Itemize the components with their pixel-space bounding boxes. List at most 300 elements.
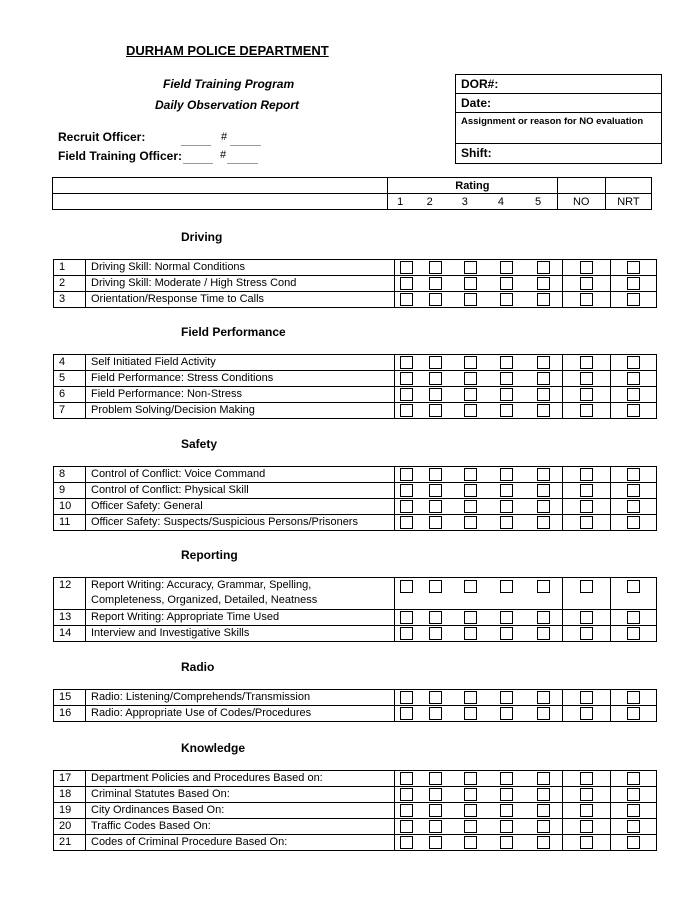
rating-cell [488,483,525,499]
rating-cell [488,403,525,419]
rating-cell [453,292,488,308]
rating-col-5: 5 [520,194,558,210]
section-table [53,689,657,722]
table-row [54,483,657,499]
rating-checkbox[interactable] [537,468,550,481]
rating-checkbox[interactable] [627,388,640,401]
table-row [54,819,657,835]
rating-cell [488,610,525,626]
rating-checkbox[interactable] [627,788,640,801]
rating-cell [525,499,563,515]
rating-checkbox[interactable] [500,277,513,290]
rating-checkbox[interactable] [400,707,413,720]
rating-cell [488,276,525,292]
rating-checkbox[interactable] [464,484,477,497]
rating-checkbox[interactable] [627,820,640,833]
rating-cell [453,626,488,642]
table-row [54,276,657,292]
fto-hash: # [220,149,227,161]
recruit-number-field[interactable] [230,131,261,146]
rating-cell [418,403,453,419]
rating-cell [418,835,453,851]
section-title: Field Performance [181,325,286,339]
rating-checkbox[interactable] [627,516,640,529]
rating-cell [418,292,453,308]
rating-checkbox[interactable] [500,788,513,801]
rating-checkbox[interactable] [464,580,477,593]
rating-checkbox[interactable] [627,468,640,481]
rating-cell [563,371,611,387]
table-row [54,403,657,419]
rating-cell [563,515,611,531]
rating-checkbox[interactable] [400,836,413,849]
rating-checkbox[interactable] [537,388,550,401]
fto-number-field[interactable] [227,149,258,164]
item-number: 2 [54,276,86,292]
recruit-officer-label: Recruit Officer: [58,130,146,144]
rating-cell [395,387,419,403]
rating-checkbox[interactable] [580,261,593,274]
rating-checkbox[interactable] [429,580,442,593]
rating-cell [395,610,419,626]
rating-cell [488,499,525,515]
rating-checkbox[interactable] [500,611,513,624]
rating-checkbox[interactable] [400,261,413,274]
rating-checkbox[interactable] [429,277,442,290]
rating-checkbox[interactable] [429,611,442,624]
rating-col-1: 1 [388,194,413,210]
rating-cell [488,467,525,483]
rating-cell [563,276,611,292]
rating-checkbox[interactable] [464,500,477,513]
rating-cell [488,515,525,531]
rating-checkbox[interactable] [400,404,413,417]
rating-checkbox[interactable] [464,804,477,817]
rating-checkbox[interactable] [500,707,513,720]
rating-checkbox[interactable] [500,388,513,401]
rating-cell [395,276,419,292]
rating-cell [563,260,611,276]
rating-checkbox[interactable] [429,388,442,401]
rating-checkbox[interactable] [580,516,593,529]
rating-checkbox[interactable] [580,293,593,306]
rating-checkbox[interactable] [580,404,593,417]
rating-cell [488,292,525,308]
rating-checkbox[interactable] [464,293,477,306]
rating-cell [453,771,488,787]
rating-checkbox[interactable] [464,691,477,704]
rating-checkbox[interactable] [400,820,413,833]
section-title: Knowledge [181,741,246,755]
rating-cell [395,403,419,419]
rating-checkbox[interactable] [500,772,513,785]
rating-checkbox[interactable] [400,277,413,290]
rating-cell [453,819,488,835]
rating-cell [395,787,419,803]
table-row [54,787,657,803]
rating-cell [525,578,563,610]
shift-field[interactable]: Shift: [461,146,492,160]
rating-checkbox[interactable] [580,484,593,497]
rating-checkbox[interactable] [429,627,442,640]
rating-cell [563,499,611,515]
item-label: Self Initiated Field Activity [86,355,395,371]
item-label: Codes of Criminal Procedure Based On: [86,835,395,851]
rating-checkbox[interactable] [627,484,640,497]
rating-checkbox[interactable] [537,580,550,593]
rating-checkbox[interactable] [537,836,550,849]
rating-checkbox[interactable] [400,484,413,497]
rating-cell [395,371,419,387]
rating-cell [525,292,563,308]
rating-cell [611,706,657,722]
rating-checkbox[interactable] [400,372,413,385]
rating-cell [563,403,611,419]
rating-cell [395,626,419,642]
rating-checkbox[interactable] [627,580,640,593]
rating-checkbox[interactable] [429,804,442,817]
rating-checkbox[interactable] [464,388,477,401]
rating-cell [611,787,657,803]
rating-checkbox[interactable] [537,611,550,624]
rating-checkbox[interactable] [627,772,640,785]
rating-cell [418,260,453,276]
rating-checkbox[interactable] [537,772,550,785]
rating-header-table [52,177,652,210]
rating-checkbox[interactable] [400,516,413,529]
rating-checkbox[interactable] [537,404,550,417]
rating-checkbox[interactable] [500,500,513,513]
rating-checkbox[interactable] [400,691,413,704]
rating-checkbox[interactable] [429,484,442,497]
rating-cell [453,578,488,610]
rating-checkbox[interactable] [580,500,593,513]
rating-cell [418,787,453,803]
rating-checkbox[interactable] [464,611,477,624]
rating-checkbox[interactable] [429,468,442,481]
rating-checkbox[interactable] [464,468,477,481]
rating-checkbox[interactable] [627,500,640,513]
rating-checkbox[interactable] [500,691,513,704]
rating-checkbox[interactable] [537,372,550,385]
rating-checkbox[interactable] [627,293,640,306]
rating-checkbox[interactable] [580,580,593,593]
rating-checkbox[interactable] [537,691,550,704]
item-number: 19 [54,803,86,819]
rating-checkbox[interactable] [500,261,513,274]
rating-checkbox[interactable] [400,468,413,481]
rating-checkbox[interactable] [580,836,593,849]
item-label: Driving Skill: Normal Conditions [86,260,395,276]
rating-cell [525,771,563,787]
rating-cell [453,787,488,803]
rating-checkbox[interactable] [429,372,442,385]
rating-checkbox[interactable] [500,356,513,369]
rating-cell [611,403,657,419]
rating-cell [418,771,453,787]
rating-checkbox[interactable] [400,500,413,513]
rating-cell [418,690,453,706]
item-number: 15 [54,690,86,706]
table-row [54,706,657,722]
rating-checkbox[interactable] [500,404,513,417]
rating-col-4: 4 [482,194,519,210]
rating-cell [611,355,657,371]
rating-cell [563,690,611,706]
rating-checkbox[interactable] [627,627,640,640]
rating-cell [418,819,453,835]
item-label: Officer Safety: General [86,499,395,515]
rating-cell [418,467,453,483]
rating-checkbox[interactable] [500,820,513,833]
rating-checkbox[interactable] [429,293,442,306]
item-label: Report Writing: Appropriate Time Used [86,610,395,626]
section-table [53,354,657,419]
rating-checkbox[interactable] [429,356,442,369]
item-number: 5 [54,371,86,387]
rating-cell [563,626,611,642]
rating-checkbox[interactable] [580,356,593,369]
table-row [54,626,657,642]
rating-checkbox[interactable] [464,772,477,785]
rating-checkbox[interactable] [537,500,550,513]
rating-checkbox[interactable] [580,772,593,785]
rating-checkbox[interactable] [464,356,477,369]
rating-checkbox[interactable] [500,468,513,481]
rating-checkbox[interactable] [627,277,640,290]
rating-checkbox[interactable] [464,627,477,640]
item-number: 11 [54,515,86,531]
item-label: Department Policies and Procedures Based on: [86,771,395,787]
rating-cell [395,467,419,483]
rating-cell [611,819,657,835]
rating-checkbox[interactable] [537,484,550,497]
rating-cell [563,835,611,851]
rating-checkbox[interactable] [537,293,550,306]
rating-cell [488,387,525,403]
rating-cell [488,355,525,371]
rating-checkbox[interactable] [429,707,442,720]
rating-checkbox[interactable] [627,356,640,369]
item-label [86,578,395,610]
rating-checkbox[interactable] [627,691,640,704]
rating-cell [525,835,563,851]
rating-checkbox[interactable] [500,516,513,529]
rating-cell [418,355,453,371]
table-row [54,690,657,706]
rating-checkbox[interactable] [464,516,477,529]
rating-cell [488,626,525,642]
rating-cell [418,515,453,531]
rating-col-no: NO [557,194,605,210]
item-number: 16 [54,706,86,722]
rating-checkbox[interactable] [580,611,593,624]
rating-cell [453,835,488,851]
rating-cell [525,483,563,499]
section-table [53,770,657,851]
rating-header-blank [53,178,388,194]
rating-checkbox[interactable] [580,372,593,385]
rating-checkbox[interactable] [400,580,413,593]
rating-cell [563,803,611,819]
table-row [54,499,657,515]
item-label: Interview and Investigative Skills [86,626,395,642]
rating-cell [563,578,611,610]
table-row [54,515,657,531]
rating-checkbox[interactable] [537,804,550,817]
rating-cell [563,610,611,626]
rating-checkbox[interactable] [464,404,477,417]
table-row [54,387,657,403]
rating-checkbox[interactable] [537,788,550,801]
rating-cell [488,771,525,787]
rating-cell [525,467,563,483]
rating-checkbox[interactable] [500,580,513,593]
rating-checkbox[interactable] [537,820,550,833]
table-row [54,835,657,851]
item-number: 17 [54,771,86,787]
assignment-field[interactable]: Assignment or reason for NO evaluation [456,113,661,144]
rating-cell [453,610,488,626]
rating-checkbox[interactable] [429,500,442,513]
rating-checkbox[interactable] [627,707,640,720]
rating-checkbox[interactable] [429,820,442,833]
rating-checkbox[interactable] [580,627,593,640]
rating-checkbox[interactable] [627,404,640,417]
table-row [54,578,657,610]
rating-checkbox[interactable] [500,627,513,640]
item-label: Control of Conflict: Voice Command [86,467,395,483]
rating-cell [418,706,453,722]
rating-checkbox[interactable] [400,611,413,624]
rating-checkbox[interactable] [500,293,513,306]
rating-cell [611,371,657,387]
item-label: Traffic Codes Based On: [86,819,395,835]
rating-header-blank-no [557,178,605,194]
rating-checkbox[interactable] [500,804,513,817]
rating-checkbox[interactable] [464,836,477,849]
rating-cell [563,706,611,722]
rating-cell [418,371,453,387]
item-number: 3 [54,292,86,308]
rating-checkbox[interactable] [537,356,550,369]
rating-checkbox[interactable] [580,707,593,720]
rating-cell [395,499,419,515]
rating-cell [395,355,419,371]
rating-checkbox[interactable] [464,707,477,720]
rating-checkbox[interactable] [537,627,550,640]
section-title: Reporting [181,548,238,562]
report-info-box [455,74,662,164]
rating-checkbox[interactable] [464,372,477,385]
rating-cell [525,819,563,835]
rating-cell [563,387,611,403]
rating-cell [611,467,657,483]
rating-checkbox[interactable] [580,277,593,290]
rating-checkbox[interactable] [400,772,413,785]
rating-checkbox[interactable] [464,261,477,274]
rating-checkbox[interactable] [537,707,550,720]
date-field[interactable]: Date: [456,94,661,113]
rating-checkbox[interactable] [627,836,640,849]
rating-checkbox[interactable] [627,611,640,624]
rating-cell [488,706,525,722]
rating-checkbox[interactable] [400,788,413,801]
rating-checkbox[interactable] [429,404,442,417]
item-number: 6 [54,387,86,403]
rating-checkbox[interactable] [429,691,442,704]
item-label: Field Performance: Non-Stress [86,387,395,403]
rating-checkbox[interactable] [537,261,550,274]
item-number: 12 [54,578,86,610]
rating-checkbox[interactable] [429,772,442,785]
recruit-officer-field[interactable] [181,131,211,146]
item-label: City Ordinances Based On: [86,803,395,819]
rating-checkbox[interactable] [400,293,413,306]
rating-cell [611,690,657,706]
rating-checkbox[interactable] [400,627,413,640]
rating-cell [453,483,488,499]
rating-checkbox[interactable] [429,516,442,529]
item-number: 8 [54,467,86,483]
rating-checkbox[interactable] [627,261,640,274]
rating-checkbox[interactable] [537,277,550,290]
rating-checkbox[interactable] [464,788,477,801]
rating-cell [611,276,657,292]
rating-cell [488,819,525,835]
rating-cell [488,803,525,819]
item-label: Problem Solving/Decision Making [86,403,395,419]
rating-cell [488,578,525,610]
rating-cell [563,771,611,787]
rating-checkbox[interactable] [627,372,640,385]
rating-checkbox[interactable] [400,356,413,369]
rating-cell [611,771,657,787]
rating-checkbox[interactable] [580,468,593,481]
rating-checkbox[interactable] [580,804,593,817]
rating-checkbox[interactable] [500,372,513,385]
rating-checkbox[interactable] [400,804,413,817]
rating-checkbox[interactable] [500,484,513,497]
rating-checkbox[interactable] [500,836,513,849]
dor-field[interactable]: DOR#: [456,75,661,94]
item-label: Radio: Appropriate Use of Codes/Procedures [86,706,395,722]
item-label: Orientation/Response Time to Calls [86,292,395,308]
fto-field[interactable] [183,149,213,164]
rating-checkbox[interactable] [464,277,477,290]
rating-checkbox[interactable] [627,804,640,817]
rating-checkbox[interactable] [400,388,413,401]
rating-checkbox[interactable] [429,261,442,274]
rating-checkbox[interactable] [580,788,593,801]
item-number: 9 [54,483,86,499]
rating-checkbox[interactable] [580,388,593,401]
rating-checkbox[interactable] [580,691,593,704]
rating-checkbox[interactable] [537,516,550,529]
rating-cell [611,835,657,851]
rating-checkbox[interactable] [580,820,593,833]
rating-cell [611,387,657,403]
rating-checkbox[interactable] [429,788,442,801]
rating-cell [488,690,525,706]
rating-cell [611,292,657,308]
rating-cell [418,499,453,515]
item-number: 4 [54,355,86,371]
rating-checkbox[interactable] [429,836,442,849]
rating-cell [611,260,657,276]
rating-cell [611,515,657,531]
rating-checkbox[interactable] [464,820,477,833]
